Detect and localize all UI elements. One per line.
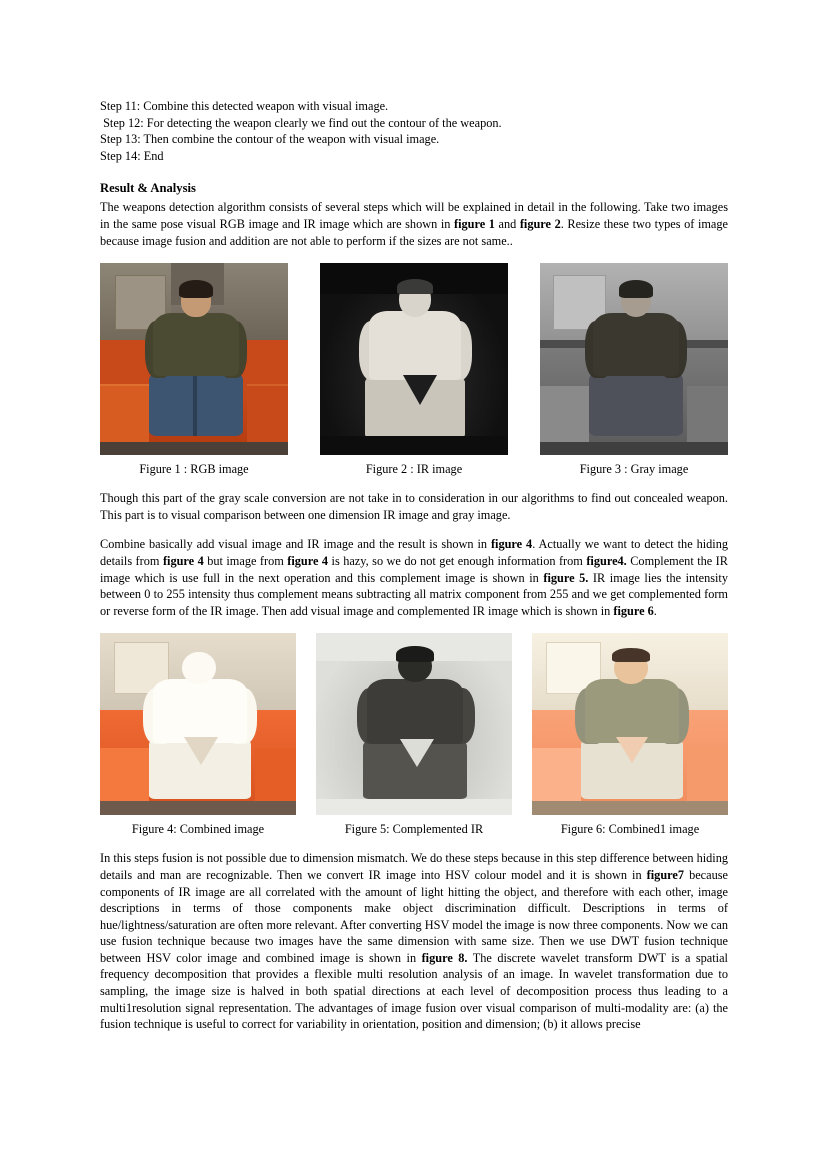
- figure-row-2: [100, 633, 728, 837]
- para3-part-k: IR image lies the intensity between 0 to 255 intensity thus complement means subtracting all matrix component from 255 and we get complemented form or reverse form of the IR image. Then add visual image and complemented IR image which is shown in: [100, 570, 728, 618]
- sofa-cushion-right: [687, 386, 728, 444]
- sofa-cushion-left: [532, 748, 581, 803]
- para1-ref-figure1: figure 1: [453, 216, 495, 231]
- figure-4: [100, 633, 296, 837]
- figure-2: [320, 263, 508, 477]
- paragraph-intro: [100, 199, 728, 249]
- person-head: [182, 652, 215, 685]
- person-legs: [589, 371, 683, 436]
- spacer-3: [100, 837, 728, 850]
- para3-part-m: .: [653, 603, 657, 618]
- sofa-cushion-right: [247, 384, 288, 444]
- section-heading-result-analysis: Result & Analysis: [100, 181, 196, 196]
- step-14: Step 14: End: [100, 148, 164, 163]
- para3-part-g: is hazy, so we do not get enough information from: [328, 553, 587, 568]
- seat-shadow: [320, 436, 508, 455]
- para3-ref-figure4c: figure 4: [287, 553, 329, 568]
- figure-4-caption: Figure 4: Combined image: [131, 822, 265, 837]
- step-13: Step 13: Then combine the contour of the weapon with visual image.: [100, 132, 440, 147]
- figure-5: [316, 633, 512, 837]
- figure-row-1: [100, 263, 728, 477]
- paragraph-combine: [100, 536, 728, 619]
- para3-ref-figure6: figure 6: [613, 603, 654, 618]
- sofa-cushion-left: [540, 386, 589, 444]
- person-torso: [585, 679, 679, 743]
- floor: [100, 442, 288, 455]
- para3-ref-figure4d: figure4.: [586, 553, 627, 568]
- para4-ref-figure7: figure7: [646, 867, 685, 882]
- para3-part-i: Complement the IR image which is use full in the next operation and this complement image is shown in: [100, 553, 728, 585]
- para3-ref-figure4a: figure 4: [490, 537, 533, 552]
- para3-part-e: but image from: [203, 553, 288, 568]
- figure-5-caption: Figure 5: Complemented IR: [344, 822, 484, 837]
- sofa-cushion-left: [100, 384, 149, 444]
- para3-part-a: Combine basically add visual image and IR image and the result is shown in: [100, 537, 491, 552]
- floor: [532, 801, 728, 816]
- para3-ref-figure5: figure 5.: [543, 570, 589, 585]
- step-11: Step 11: Combine this detected weapon with visual image.: [100, 99, 389, 113]
- concealed-region-marker: [403, 375, 437, 405]
- concealed-region-marker: [184, 737, 218, 765]
- figure-5-image: [316, 633, 512, 815]
- person-leg-split: [193, 375, 197, 436]
- spacer-2: [100, 523, 728, 536]
- algorithm-steps: [100, 98, 728, 164]
- floor: [100, 801, 296, 816]
- para1-part-a: The weapons detection algorithm consists of several steps which will be explained in detail in the following. Take two images in the same pose visual RGB image and IR image which are shown in: [100, 200, 728, 231]
- person-torso: [367, 679, 463, 745]
- figure-3-caption: Figure 3 : Gray image: [579, 462, 689, 477]
- sofa-cushion-left: [100, 748, 149, 803]
- para4-part-e: The discrete wavelet transform DWT is a spatial frequency decomposition that provides a flexible multi resolution analysis of an image. In wavelet transformation due to sampling, the image size is halved in both spatial directions at each level of decomposition process thus leading to a multi1resolution signal representation. The advantages of image fusion over visual comparison of multi-modality are: (a) the fusion technique is useful to correct for variability in orientation, position and dimension; (b) it allows precise: [100, 950, 728, 1032]
- figure-6: [532, 633, 728, 837]
- figure-1: [100, 263, 288, 477]
- person-torso: [369, 311, 461, 380]
- figure-2-image: [320, 263, 508, 455]
- person-torso: [153, 313, 239, 376]
- figure-3: [540, 263, 728, 477]
- floor: [540, 442, 728, 455]
- person-hair: [397, 279, 433, 294]
- concealed-region-marker: [400, 739, 434, 767]
- seat-highlight: [316, 799, 512, 815]
- figure-1-caption: Figure 1 : RGB image: [139, 462, 249, 477]
- paragraph-hsv-dwt: [100, 850, 728, 1033]
- para1-part-e: . Resize these two types of image because image fusion and addition are not able to perform if the sizes are not same..: [100, 216, 728, 248]
- para3-part-c: . Actually we want to detect the hiding details from: [100, 537, 728, 568]
- figure-3-image: [540, 263, 728, 455]
- figure-1-image: [100, 263, 288, 455]
- person-hair: [179, 280, 213, 297]
- concealed-region-marker: [616, 737, 648, 763]
- para4-part-a: In this steps fusion is not possible due to dimension mismatch. We do these steps because in this step difference between hiding details and man are recognizable. Then we convert IR image into HSV colour model and it is shown in: [100, 851, 728, 882]
- para4-ref-figure8: figure 8.: [421, 950, 468, 965]
- figure-6-image: [532, 633, 728, 815]
- para1-ref-figure2: figure 2: [519, 216, 561, 231]
- figure-4-image: [100, 633, 296, 815]
- figure-6-caption: Figure 6: Combined1 image: [560, 822, 700, 837]
- para3-ref-figure4b: figure 4: [162, 553, 204, 568]
- sofa-cushion-right: [687, 748, 728, 803]
- person-hair: [619, 280, 653, 297]
- person-torso: [593, 313, 679, 376]
- person-hair: [612, 648, 649, 663]
- step-12: Step 12: For detecting the weapon clearly we find out the contour of the weapon.: [100, 115, 502, 130]
- para1-part-c: and: [494, 216, 520, 231]
- para4-part-c: because components of IR image are all correlated with the amount of light hitting the object, and therefore with each other, image descriptions in terms of those components make object discrimination difficult. Descriptions in terms of hue/lightness/saturation are often more relevant. After converting HSV model the image is now three components. Now we can use fusion technique because two images have the same dimension with same size. Then we use DWT fusion technique between HSV color image and combined image is shown in: [100, 867, 728, 965]
- page-content: [100, 98, 728, 1033]
- sofa-cushion-right: [255, 748, 296, 803]
- paragraph-grayscale-note: Though this part of the gray scale conversion are not take in to consideration in our algorithms to find out concealed weapon. This part is to visual comparison between one dimension IR image and gray image.: [100, 491, 728, 522]
- person-torso: [153, 679, 247, 743]
- person-hair: [396, 646, 433, 662]
- spacer-1: [100, 477, 728, 490]
- figure-2-caption: Figure 2 : IR image: [365, 462, 463, 477]
